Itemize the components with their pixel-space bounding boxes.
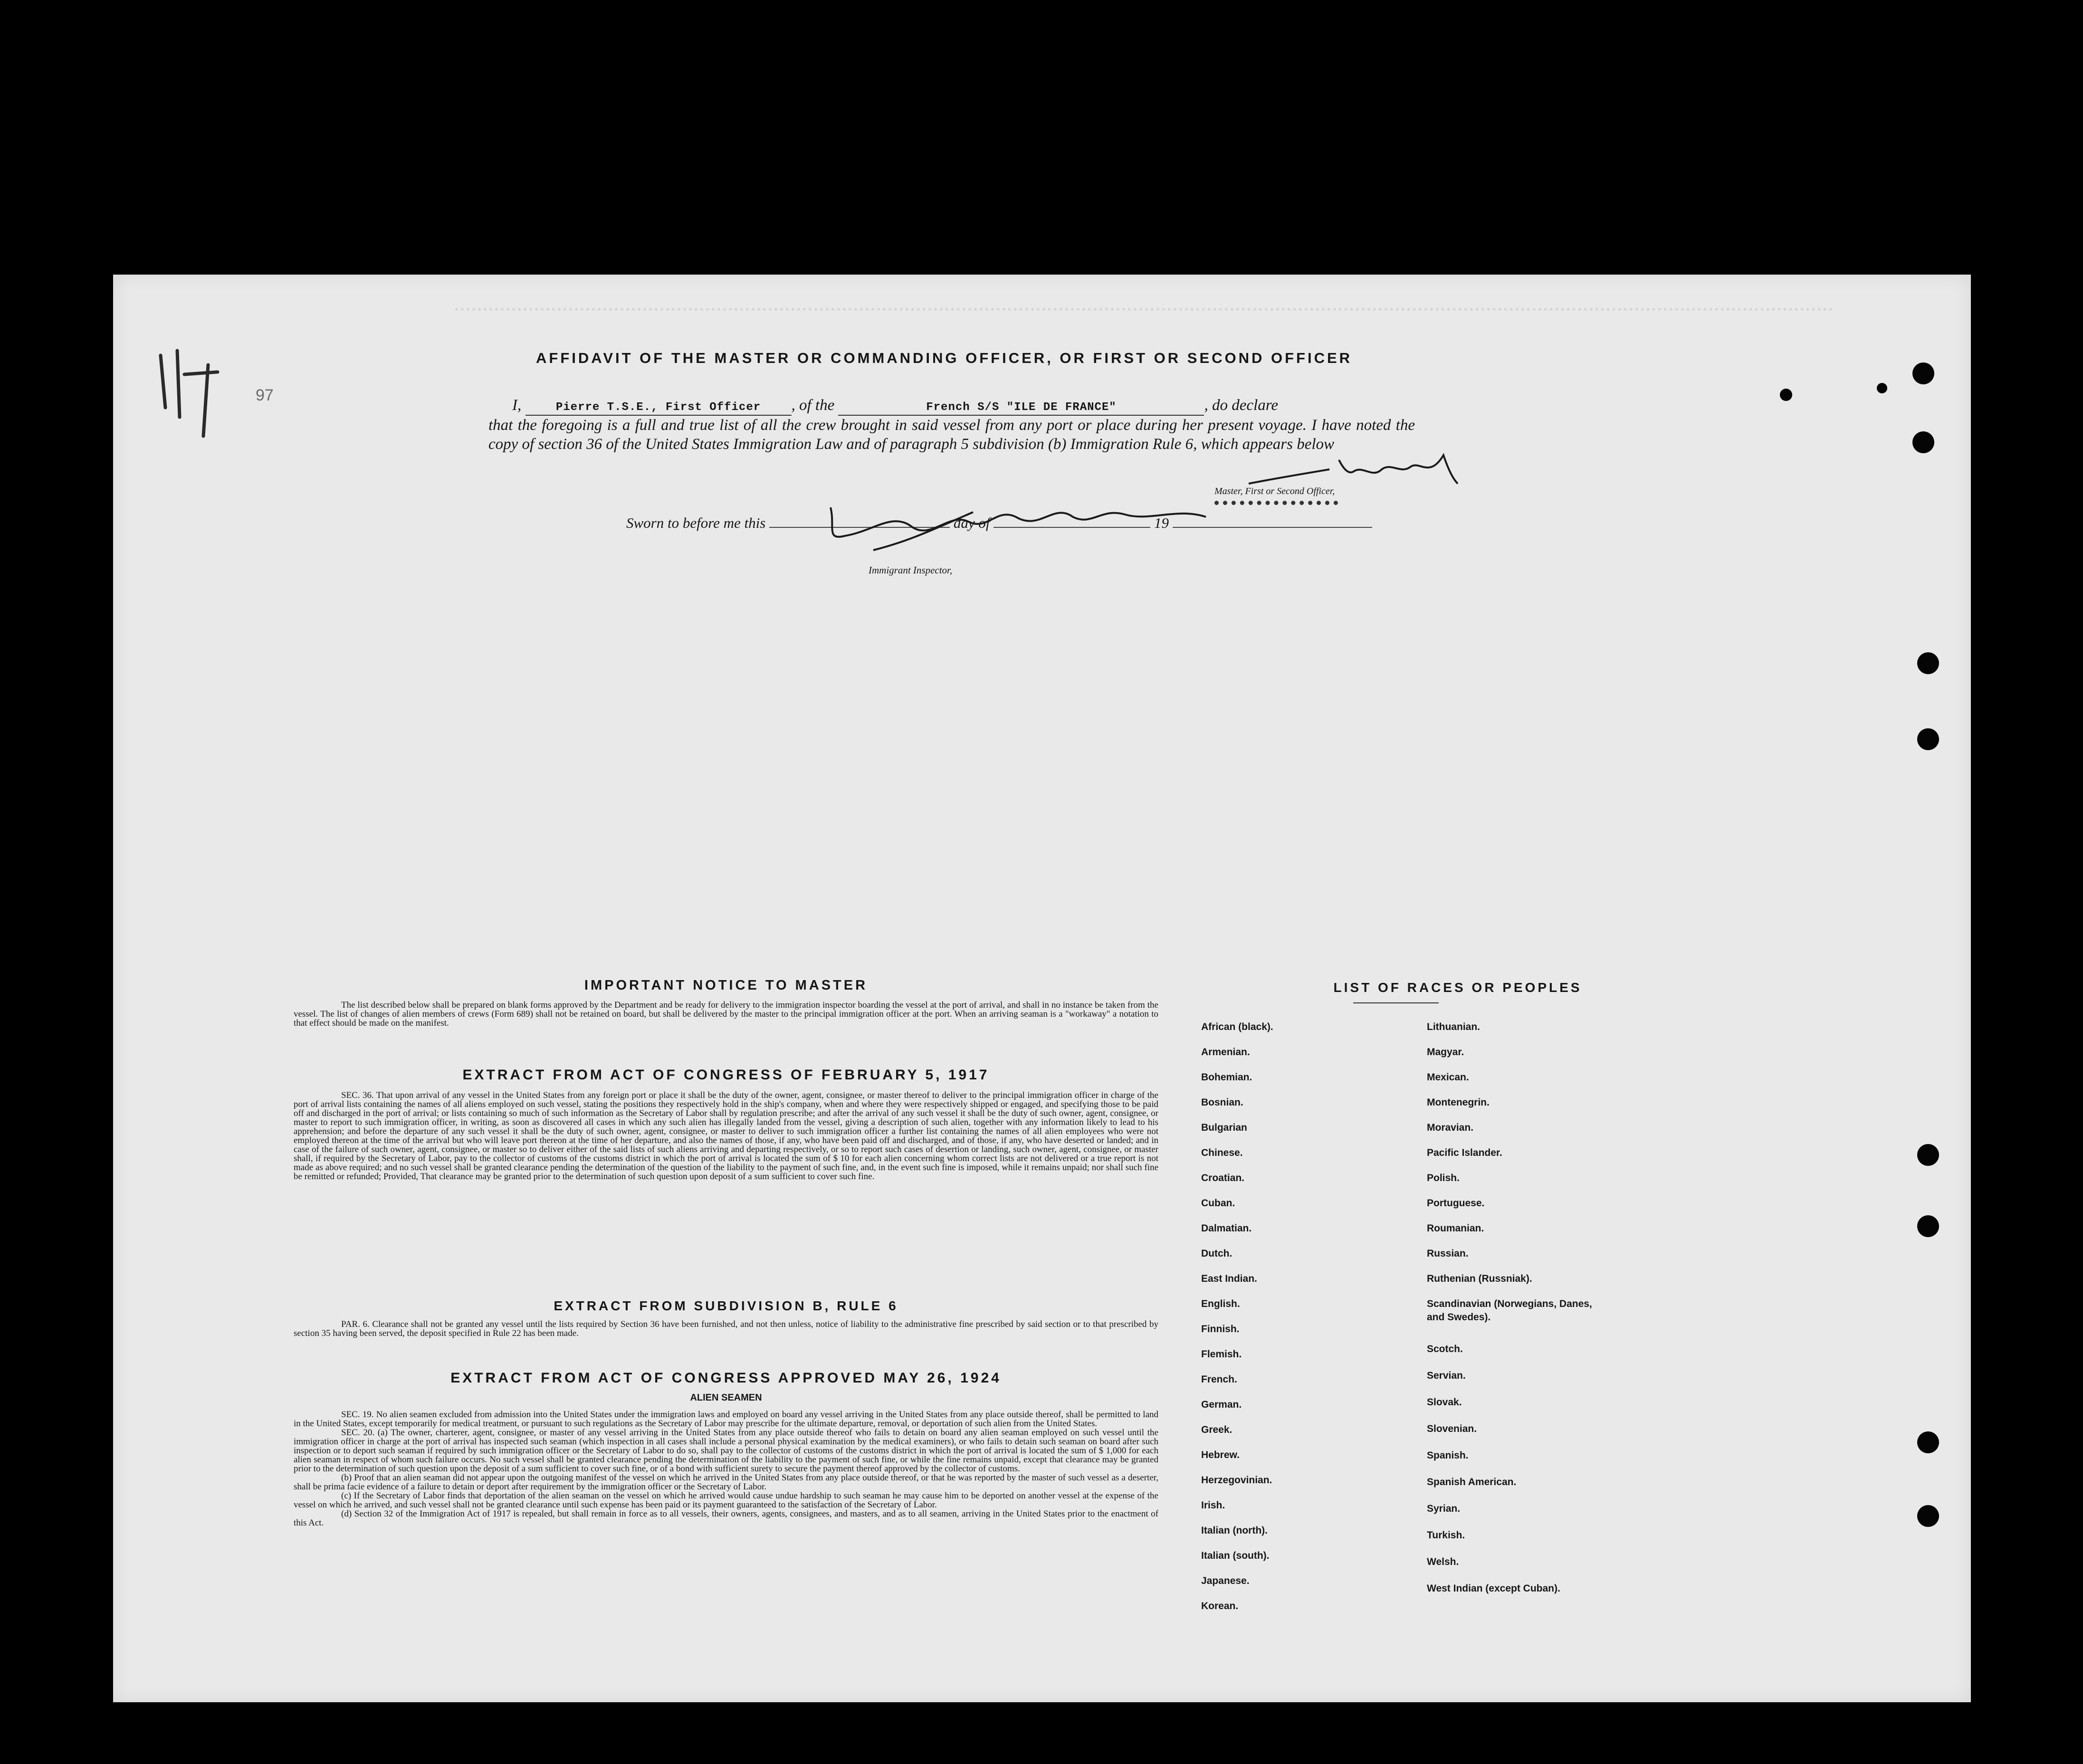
document-page [113,275,1971,1702]
race-left-item: Dutch. [1201,1248,1233,1259]
margin-handwriting-mark [151,346,237,441]
of-the-text: , of the [791,397,835,414]
sec-20d-text: (d) Section 32 of the Immigration Act of 1917 is repealed, but shall remain in force as to all vessels, their owners, agents, consignees, and masters, and as to all seamen, arriving in the United States prior to the enactment of this Act. [294,1509,1158,1528]
race-right-item: Polish. [1427,1173,1460,1183]
day-of-text: day of [953,515,990,531]
race-right-item: Ruthenian (Russniak). [1427,1273,1532,1284]
race-right-item: Pacific Islander. [1427,1147,1502,1158]
notice-title: IMPORTANT NOTICE TO MASTER [584,978,868,993]
page-number: 97 [256,386,274,404]
race-left-item: Hebrew. [1201,1449,1240,1460]
race-right-item: Portuguese. [1427,1198,1485,1209]
officer-name-field: Pierre T.S.E., First Officer [526,400,792,416]
punch-mark [1780,389,1792,401]
race-right-item: Scotch. [1427,1344,1463,1354]
race-left-item: Cuban. [1201,1198,1235,1209]
race-right-item: Slovak. [1427,1397,1462,1408]
punch-mark [1877,383,1887,393]
sec-19-text: SEC. 19. No alien seamen excluded from admission into the United States under the immigration laws and employed on board any vessel arriving in the United States from any place outside thereof, shall be permitted to land in the United States, except temporarily for medical treatment, or pursuant to such regulations as the Secretary of Labor may prescribe for the ultimate departure, removal, or deportation of such alien from the United States. [294,1410,1158,1429]
race-left-item: Herzegovinian. [1201,1475,1272,1486]
race-left-item: Dalmatian. [1201,1223,1252,1234]
bleed-through-text [455,308,1833,320]
race-left-item: Italian (south). [1201,1550,1270,1561]
extract-1917-text: SEC. 36. That upon arrival of any vessel in the United States from any foreign port or place it shall be the duty of the owner, agent, consignee, or master thereof to deliver to the principal immigration officer in charge of the port of arrival lists containing the names of all aliens employed on such vessel, stating the positions they respectively hold in the ship's company, when and where they were respectively shipped or engaged, and specifying those to be paid off and discharged in the port of arrival; or lists containing so much of such information as the Secretary of Labor shall by regulation prescribe; and after the arrival of any such vessel it shall be the duty of such owner, agent, consignee, or master to report to such immigration officer, in writing, as soon as discovered all cases in which any such alien has illegally landed from the vessel, giving a description of such alien, together with any information likely to lead to his apprehension; and before the departure of any such vessel it shall be the duty of such owner, agent, consignee, or master to deliver to such immigration officer a further list containing the names of all alien employees who were not employed thereon at the time of the arrival but who will leave port thereon at the time of her departure, and also the names of those, if any, who have been paid off and discharged, and of those, if any, who have deserted or landed; and in case of the failure of such owner, agent, consignee, or master so to deliver either of the said lists of such aliens arriving and departing respectively, or so to report such cases of desertion or landing, such owner, agent, consignee, or master shall, if required by the Secretary of Labor, pay to the collector of customs of the customs district in which the port of arrival is located the sum of $ 10 for each alien concerning whom correct lists are not delivered or a true report is not made as above required; and no such vessel shall be granted clearance pending the determination of the question of the liability to the payment of such fine, and, in the event such fine is imposed, while it remains unpaid; nor shall such fine be remitted or refunded; Provided, That clearance may be granted prior to the determination of such question upon deposit of a sum sufficient to cover such fine. [294,1090,1158,1182]
extract-1924-body [294,1410,1158,1527]
sec-20b-text: (b) Proof that an alien seaman did not appear upon the outgoing manifest of the vessel on which he arrived in the United States from any place outside thereof, or that he was reported by the master of such vessel as a deserter, shall be prima facie evidence of a failure to detain or deport after requirement by the immigration officer or the Secretary of Labor. [294,1473,1158,1492]
race-left-item: Korean. [1201,1601,1239,1611]
sec-20c-text: (c) If the Secretary of Labor finds that deportation of the alien seaman on the vessel on which he arrived would cause undue hardship to such seaman he may cause him to be deported on another vessel at the expense of the vessel on which he arrived, and such vessel shall not be granted clearance until such expense has been paid or its payment guaranteed to the satisfaction of the Secretary of Labor. [294,1491,1158,1510]
extract-rule6-title: EXTRACT FROM SUBDIVISION B, RULE 6 [554,1298,898,1313]
extract-rule6-text: PAR. 6. Clearance shall not be granted any vessel until the lists required by Section 36 have been furnished, and not then unless, notice of liability to the administrative fine prescribed by said section or to that prescribed by section 35 having been served, the deposit specified in Rule 22 has been made. [294,1319,1158,1338]
race-left-item: French. [1201,1374,1237,1385]
race-left-item: African (black). [1201,1021,1273,1032]
race-right-item: Russian. [1427,1248,1469,1259]
race-right-item: Mexican. [1427,1072,1469,1083]
sec-20a-text: SEC. 20. (a) The owner, charterer, agent, consignee, or master of any vessel arriving in the United States from any place outside thereof who fails to detain on board any alien seaman employed on such vessel until the immigration officer in charge at the port of arrival has inspected such seaman (which inspection in all cases shall include a personal physical examination by the medical examiners), or who fails to detain such seaman on board after such inspection or to deport such seaman if required by such immigration officer or the Secretary of Labor to do so, shall pay to the collector of customs of the customs district in which the port of arrival is located the sum of $ 1,000 for each alien seaman in respect of whom such failure occurs. No such vessel shall be granted clearance pending the determination of the liability to the payment of such fine, or while the fine remains unpaid, except that clearance may be granted prior to the determination of such question upon the deposit of a sum sufficient to cover such fine, or of a bond with sufficient surety to secure the payment thereof approved by the collector of customs. [294,1428,1158,1474]
extract-1924-subtitle: ALIEN SEAMEN [690,1392,762,1403]
race-left-item: Bohemian. [1201,1072,1252,1083]
race-left-item: English. [1201,1298,1240,1309]
sworn-prefix: Sworn to before me this [626,515,766,531]
race-left-item: Flemish. [1201,1349,1242,1360]
affidavit-title: AFFIDAVIT OF THE MASTER OR COMMANDING OFFICER, OR FIRST OR SECOND OFFICER [536,350,1353,366]
race-left-item: Finnish. [1201,1324,1240,1335]
race-right-item: Scandinavian (Norwegians, Danes, and Swedes). [1427,1298,1592,1323]
race-right-item: Montenegrin. [1427,1097,1490,1108]
declaration-first-line [488,396,1415,416]
races-title: LIST OF RACES OR PEOPLES [1333,980,1582,995]
race-right-item: Slovenian. [1427,1423,1477,1434]
race-left-item: Irish. [1201,1500,1225,1511]
race-right-item: Syrian. [1427,1503,1461,1514]
race-left-item: Bulgarian [1201,1122,1247,1133]
signature-caption: Master, First or Second Officer, [1214,486,1335,496]
race-left-item: East Indian. [1201,1273,1257,1284]
race-right-item: Moravian. [1427,1122,1474,1133]
race-left-item: Croatian. [1201,1173,1245,1183]
extract-1924-title: EXTRACT FROM ACT OF CONGRESS APPROVED MAY 26, 1924 [450,1370,1002,1386]
race-right-item: Spanish American. [1427,1477,1517,1487]
race-left-item: Chinese. [1201,1147,1243,1158]
race-right-item: Roumanian. [1427,1223,1484,1234]
race-left-item: Japanese. [1201,1575,1250,1586]
notice-text: The list described below shall be prepared on blank forms approved by the Department and be ready for delivery to the immigration inspector boarding the vessel at the port of arrival, and shall in no instance be taken from the vessel. The list of changes of alien members of crews (Form 689) shall not be retained on board, but shall be delivered by the master to the principal immigration officer at the port. When an arriving seaman is a "workaway" a notation to that effect should be made on the manifest. [294,1000,1158,1028]
binder-hole [1917,728,1939,750]
inspector-signature [816,498,1291,560]
binder-hole [1917,652,1939,674]
inspector-caption: Immigrant Inspector, [869,564,953,576]
binder-hole [1917,1144,1939,1166]
race-right-item: Servian. [1427,1370,1466,1381]
declaration-body: that the foregoing is a full and true list of all the crew brought in said vessel from any port or place during her present voyage. I have noted the copy of section 36 of the United States Immigration Law and of paragraph 5 subdivision (b) Immigration Rule 6, which appears below [488,417,1415,453]
declaration-intro: I, [512,397,522,414]
race-left-item: Bosnian. [1201,1097,1243,1108]
binder-hole [1917,1505,1939,1527]
race-right-item: Spanish. [1427,1450,1469,1461]
race-right-item: Welsh. [1427,1556,1459,1567]
race-right-item: Turkish. [1427,1530,1465,1541]
race-right-item: West Indian (except Cuban). [1427,1583,1560,1594]
races-title-rule [1353,1002,1439,1003]
vessel-name-field: French S/S "ILE DE FRANCE" [838,400,1204,416]
year-prefix: 19 [1154,515,1169,531]
race-right-item: Lithuanian. [1427,1021,1480,1032]
race-left-item: Greek. [1201,1424,1233,1435]
binder-hole [1912,362,1934,384]
race-left-item: Italian (north). [1201,1525,1268,1536]
race-left-item: Armenian. [1201,1047,1250,1058]
affidavit-declaration [488,396,1415,454]
binder-hole [1917,1431,1939,1453]
do-declare-text: , do declare [1204,397,1278,414]
binder-hole [1912,431,1934,453]
extract-1917-title: EXTRACT FROM ACT OF CONGRESS OF FEBRUARY 5, 1917 [462,1067,990,1083]
race-left-item: German. [1201,1399,1242,1410]
binder-hole [1917,1215,1939,1237]
race-right-item: Magyar. [1427,1047,1464,1058]
